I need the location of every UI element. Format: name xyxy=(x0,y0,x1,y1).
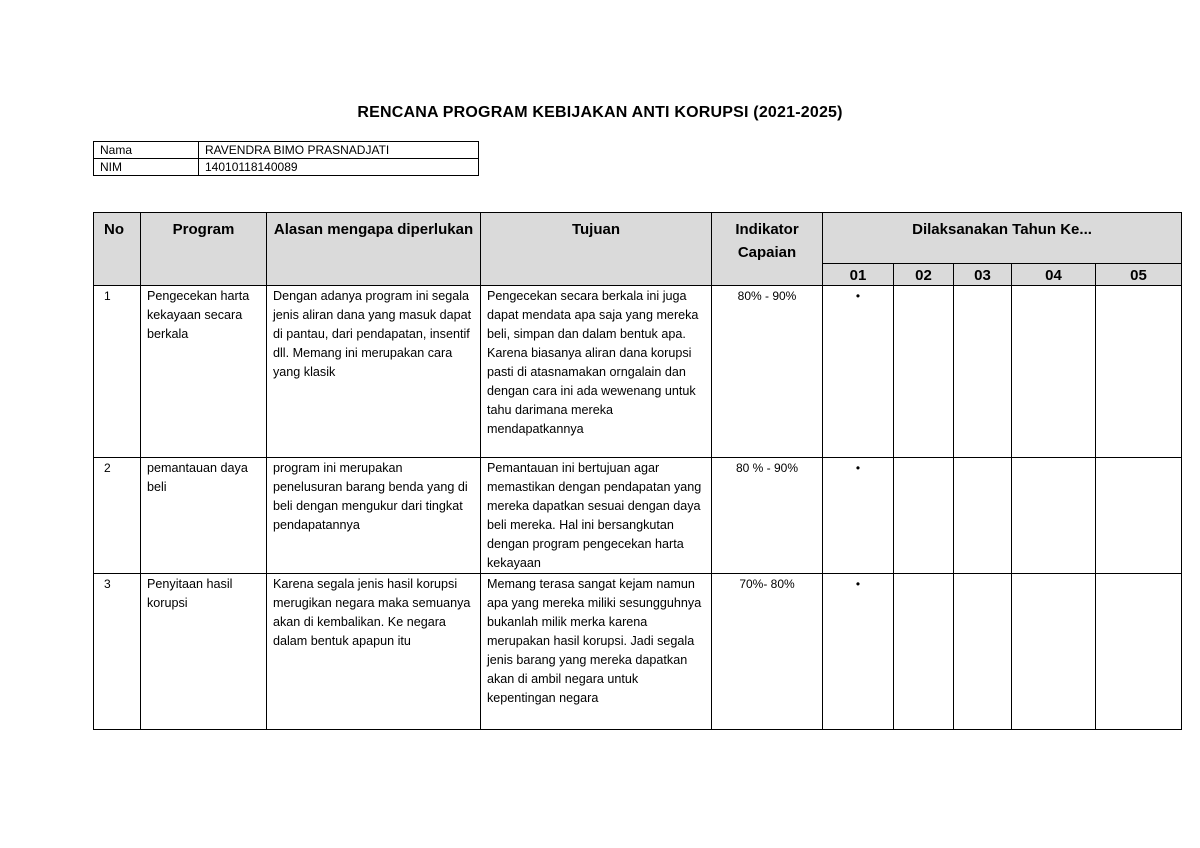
table-row xyxy=(94,574,1182,730)
row-program: Pengecekan harta kekayaan secara berkala xyxy=(141,286,267,458)
row-indikator: 70%- 80% xyxy=(712,574,823,730)
row-mark xyxy=(1096,574,1182,730)
row-program: Penyitaan hasil korupsi xyxy=(141,574,267,730)
header-year: 01 xyxy=(823,264,894,286)
row-mark xyxy=(954,458,1012,574)
row-mark xyxy=(1012,458,1096,574)
row-tujuan: Pengecekan secara berkala ini juga dapat mendata apa saja yang mereka beli, simpan dan dalam bentuk apa. Karena biasanya aliran dana korupsi pasti di atasnamakan orngalain dan dengan cara ini ada wewenang untuk tahu darimana mereka mendapatkannya xyxy=(481,286,712,458)
program-table xyxy=(93,212,1182,730)
info-row-name xyxy=(94,142,479,159)
row-mark: • xyxy=(823,458,894,574)
header-program: Program xyxy=(141,213,267,286)
header-year: 02 xyxy=(894,264,954,286)
header-indikator: Indikator Capaian xyxy=(712,213,823,286)
table-row xyxy=(94,458,1182,574)
row-indikator: 80% - 90% xyxy=(712,286,823,458)
table-row xyxy=(94,286,1182,458)
row-number: 2 xyxy=(94,458,141,574)
row-alasan: Dengan adanya program ini segala jenis aliran dana yang masuk dapat di pantau, dari pendapatan, insentif dll. Memang ini merupakan cara yang klasik xyxy=(267,286,481,458)
row-number: 3 xyxy=(94,574,141,730)
row-tujuan: Memang terasa sangat kejam namun apa yang mereka miliki sesungguhnya bukanlah milik merka karena merupakan hasil korupsi. Jadi segala jenis barang yang mereka dapatkan akan di ambil negara untuk kepentingan negara xyxy=(481,574,712,730)
info-value: RAVENDRA BIMO PRASNADJATI xyxy=(199,142,479,159)
row-alasan: program ini merupakan penelusuran barang benda yang di beli dengan mengukur dari tingkat pendapatannya xyxy=(267,458,481,574)
header-dilaksanakan: Dilaksanakan Tahun Ke... xyxy=(823,213,1182,264)
info-value: 14010118140089 xyxy=(199,159,479,176)
info-row-nim xyxy=(94,159,479,176)
row-number: 1 xyxy=(94,286,141,458)
row-program: pemantauan daya beli xyxy=(141,458,267,574)
header-year: 03 xyxy=(954,264,1012,286)
info-label: Nama xyxy=(94,142,199,159)
row-mark: • xyxy=(823,286,894,458)
row-mark xyxy=(1096,286,1182,458)
row-mark xyxy=(1012,286,1096,458)
table-header-row xyxy=(94,213,1182,264)
header-year: 04 xyxy=(1012,264,1096,286)
document-title: RENCANA PROGRAM KEBIJAKAN ANTI KORUPSI (2021-2025) xyxy=(357,104,843,121)
header-no: No xyxy=(94,213,141,286)
header-year: 05 xyxy=(1096,264,1182,286)
row-mark xyxy=(954,286,1012,458)
row-indikator: 80 % - 90% xyxy=(712,458,823,574)
header-alasan: Alasan mengapa diperlukan xyxy=(267,213,481,286)
row-mark xyxy=(894,286,954,458)
row-mark: • xyxy=(823,574,894,730)
row-mark xyxy=(894,574,954,730)
row-tujuan: Pemantauan ini bertujuan agar memastikan dengan pendapatan yang mereka dapatkan sesuai dengan daya beli mereka. Hal ini bersangkutan dengan program pengecekan harta kekayaan xyxy=(481,458,712,574)
info-label: NIM xyxy=(94,159,199,176)
row-mark xyxy=(954,574,1012,730)
student-info-table xyxy=(93,141,479,176)
row-mark xyxy=(1096,458,1182,574)
row-mark xyxy=(894,458,954,574)
row-alasan: Karena segala jenis hasil korupsi merugikan negara maka semuanya akan di kembalikan. Ke negara dalam bentuk apapun itu xyxy=(267,574,481,730)
row-mark xyxy=(1012,574,1096,730)
header-tujuan: Tujuan xyxy=(481,213,712,286)
